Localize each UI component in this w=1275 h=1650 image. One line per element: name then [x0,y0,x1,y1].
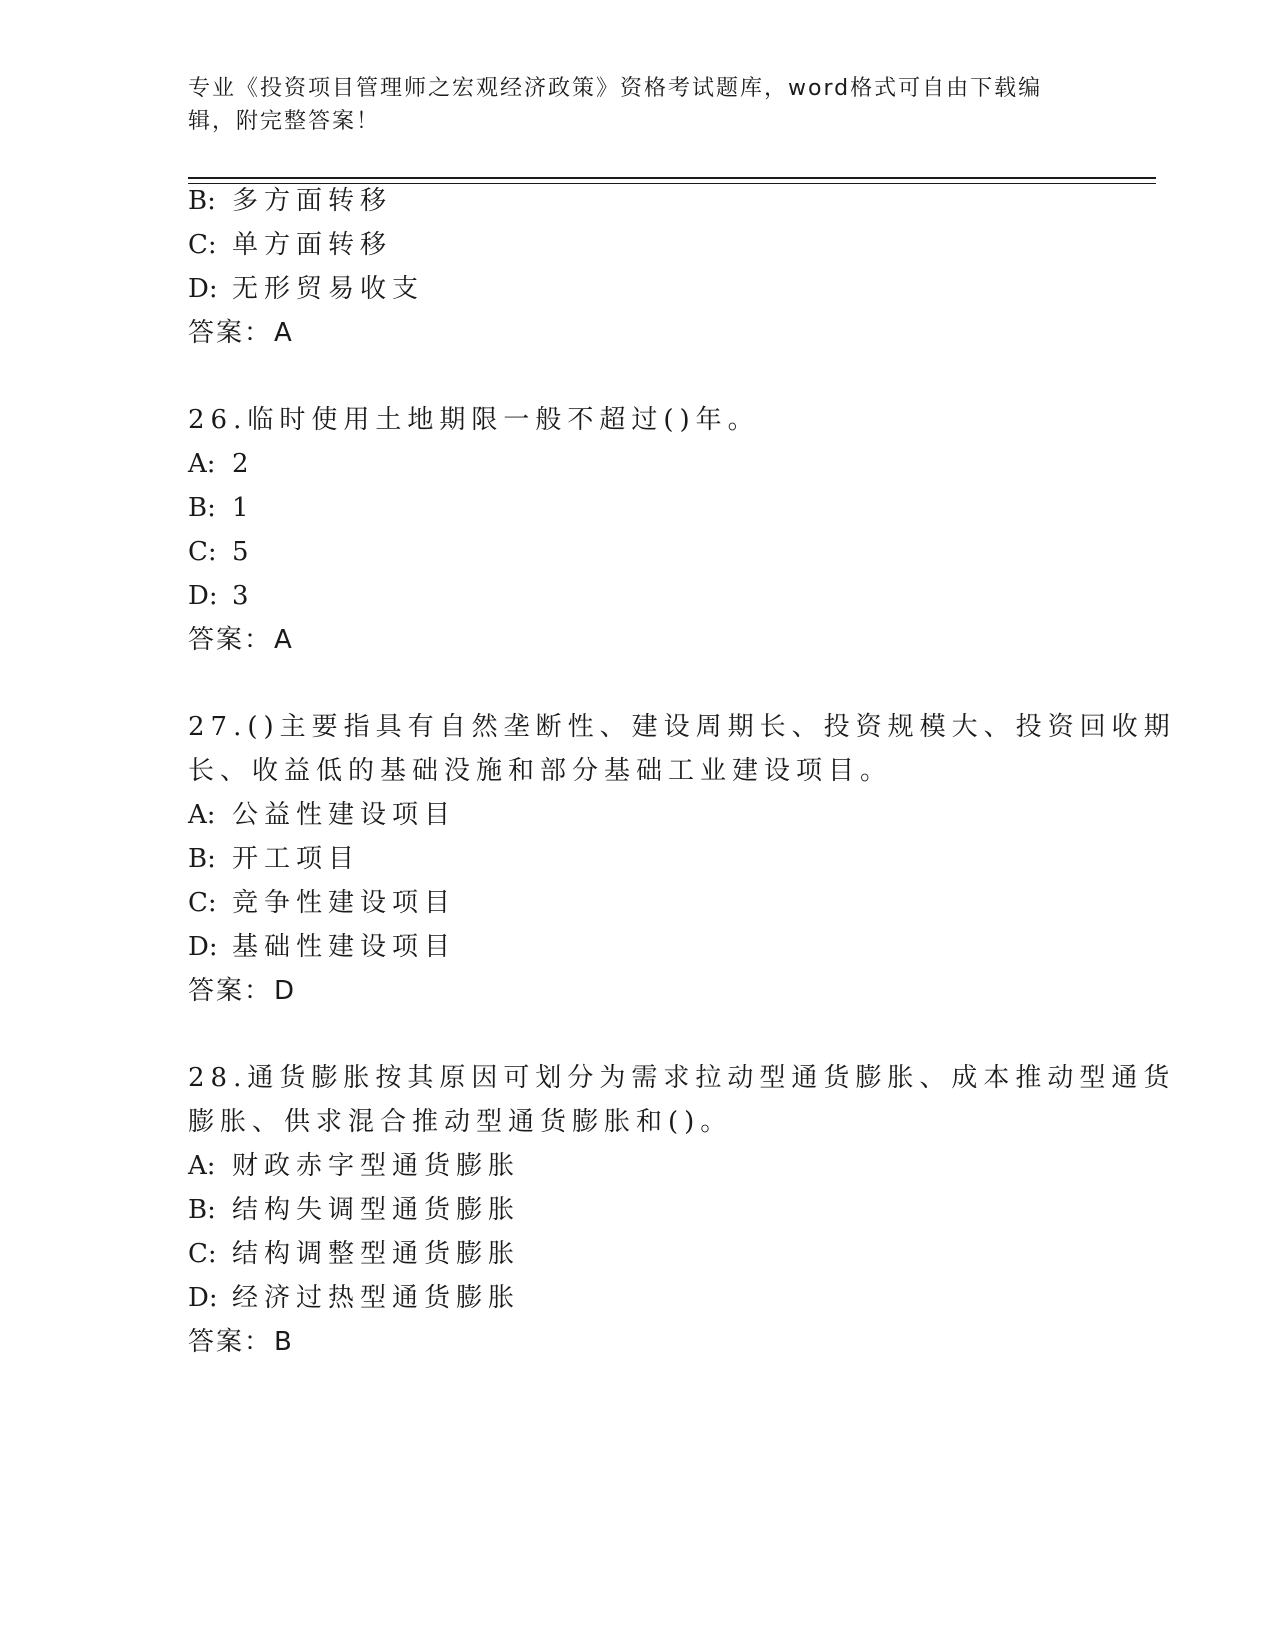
option-letter: C: [188,1239,217,1269]
question-27-option-c [188,880,456,926]
header-line-1: 专业《投资项目管理师之宏观经济政策》资格考试题库，word格式可自由下载编 [188,76,1043,101]
question-26-stem [188,397,760,443]
question-27-stem-line-1 [188,704,1176,750]
question-27-stem-line-2 [188,748,892,794]
document-header [188,72,1088,138]
question-27-option-a [188,792,456,838]
question-27-answer [188,968,296,1014]
question-26-option-a [188,441,255,487]
question-28-option-d [188,1275,520,1321]
answer-label: 答案： [188,1327,273,1357]
option-text: 无形贸易收支 [232,274,425,304]
option-letter: B: [188,493,216,523]
question-28-option-a [188,1143,520,1189]
option-text: 1 [232,493,255,523]
option-letter: D: [188,581,218,611]
option-text: 公益性建设项目 [232,800,457,830]
option-text: 经济过热型通货膨胀 [232,1283,521,1313]
prev-option-c [188,222,392,268]
question-27-option-b [188,836,360,882]
option-letter: C: [188,230,217,260]
option-letter: B: [188,844,216,874]
option-text: 单方面转移 [232,230,393,260]
question-28-stem-line-2 [188,1099,732,1145]
option-text: 3 [232,581,255,611]
option-text: 竞争性建设项目 [232,888,457,918]
option-letter: D: [188,274,218,304]
option-letter: A: [188,449,216,479]
option-letter: B: [188,1195,216,1225]
option-letter: D: [188,1283,218,1313]
question-28-answer [188,1319,294,1365]
question-stem-line: 27.()主要指具有自然垄断性、建设周期长、投资规模大、投资回收期 [188,712,1176,742]
prev-option-d [188,266,424,312]
answer-value: B [274,1327,294,1357]
option-text: 多方面转移 [232,186,393,216]
answer-label: 答案： [188,976,273,1006]
question-28-stem-line-1 [188,1055,1175,1101]
question-26-answer [188,617,294,663]
header-line-2: 辑，附完整答案！ [188,109,381,134]
question-26-option-d [188,573,255,619]
option-text: 基础性建设项目 [232,932,457,962]
option-letter: D: [188,932,218,962]
option-text: 结构失调型通货膨胀 [232,1195,521,1225]
question-26-option-b [188,485,255,531]
option-letter: C: [188,537,217,567]
option-text: 开工项目 [232,844,361,874]
question-26-option-c [188,529,255,575]
option-letter: A: [188,800,216,830]
answer-label: 答案： [188,625,273,655]
prev-answer [188,310,294,356]
question-28-option-b [188,1187,520,1233]
answer-value: D [274,976,297,1006]
option-letter: C: [188,888,217,918]
answer-label: 答案： [188,318,273,348]
option-letter: A: [188,1151,216,1181]
question-stem-line: 28.通货膨胀按其原因可划分为需求拉动型通货膨胀、成本推动型通货 [188,1063,1176,1093]
option-letter: B: [188,186,216,216]
answer-value: A [274,318,294,348]
option-text: 财政赤字型通货膨胀 [232,1151,521,1181]
question-stem-line: 长、收益低的基础没施和部分基础工业建设项目。 [188,756,893,786]
option-text: 2 [232,449,255,479]
option-text: 结构调整型通货膨胀 [232,1239,521,1269]
question-27-option-d [188,924,456,970]
question-stem-line: 26.临时使用土地期限一般不超过()年。 [188,405,760,435]
question-stem-line: 膨胀、供求混合推动型通货膨胀和()。 [188,1107,733,1137]
question-28-option-c [188,1231,520,1277]
prev-option-b [188,178,392,224]
answer-value: A [274,625,294,655]
option-text: 5 [232,537,255,567]
